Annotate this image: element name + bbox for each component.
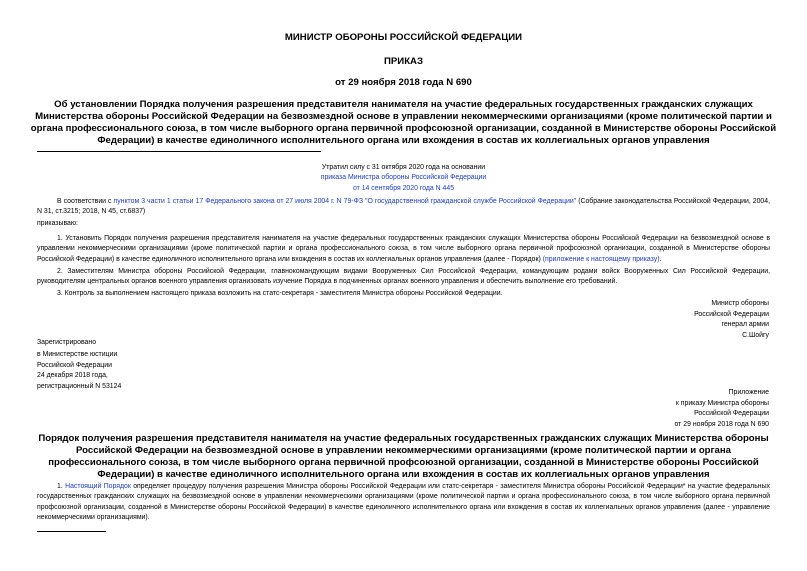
procedure-item-1-text: определяет процедуру получения разрешения Министра обороны Российской Федерации или статс-секретаря - заместителя Министра обороны Российской Федерации* на участие федеральных государственных гражданских служащих на безвозмездной основе в управлении некоммерческими организациями (кроме политической партии и органа профессионального союза, в том числе выборного органа первичной профсоюзной организации, созданной в Министерстве обороны Российской Федерации) в качестве единоличного исполнительного органа или вхождения в состав их коллегиальных органов управления (далее - управление некоммерческими организациями).: [37, 483, 770, 521]
law-link[interactable]: пунктом 3 части 1 статьи 17 Федерального закона от 27 июля 2004 г. N 79-ФЗ "О государственной гражданской службе Российской Федерации": [113, 198, 577, 205]
preamble-paragraph: [37, 197, 770, 218]
doc-title: Об установлении Порядка получения разрешения представителя нанимателя на участие федеральных государственных гражданских служащих Министерства обороны Российской Федерации на безвозмездной основе в управлении некоммерческими организациями (кроме политической партии и органа профессионального союза, в том числе выборного органа первичной профсоюзной организации, созданной в Министерстве обороны Российской Федерации) в качестве единоличного исполнительного органа или вхождения в состав их коллегиальных органов управления: [30, 99, 777, 146]
procedure-item-1-number: 1.: [57, 483, 66, 490]
doc-type: ПРИКАЗ: [384, 56, 423, 67]
procedure-link[interactable]: Настоящий Порядок: [65, 483, 131, 490]
signature-name: С.Шойгу: [742, 331, 769, 339]
order-word: приказываю:: [37, 220, 78, 227]
appendix-line: к приказу Министра обороны: [675, 399, 769, 407]
registration-line: 24 декабря 2018 года,: [37, 372, 108, 380]
footnote-separator: [37, 531, 106, 532]
item-1-end: .: [659, 255, 662, 263]
appendix-line: Приложение: [728, 389, 769, 396]
registration-line: в Министерстве юстиции: [37, 351, 118, 359]
procedure-item-1: [37, 482, 770, 523]
status-link-date[interactable]: от 14 сентября 2020 года N 445: [352, 184, 455, 192]
appendix-line: Российской Федерации: [694, 410, 769, 418]
signature-block: [694, 299, 769, 341]
item-1-text: 1. Установить Порядок получения разрешения представителя нанимателя на участие федеральных государственных гражданских служащих Министерства обороны Российской Федерации на безвозмездной основе в управлении некоммерческими организациями (кроме политической партии и органа профессионального союза, в том числе выборного органа первичной профсоюзной организации, созданной в Министерстве обороны Российской Федерации) в качестве единоличного исполнительного органа или вхождения в состав их коллегиальных органов управления (далее - Порядок): [37, 235, 770, 263]
doc-date-number: от 29 ноября 2018 года N 690: [335, 77, 472, 88]
item-3: 3. Контроль за выполнением настоящего приказа возложить на статс-секретаря - заместителя Министра обороны Российской Федерации.: [57, 290, 503, 297]
registration-line: Российской Федерации: [37, 361, 112, 369]
registration-line: Зарегистрировано: [37, 339, 97, 346]
item-1: [37, 234, 770, 265]
signature-line: генерал армии: [721, 321, 769, 329]
registration-line: регистрационный N 53124: [37, 382, 122, 390]
status-link-order[interactable]: приказа Министра обороны Российской Федерации: [320, 174, 487, 182]
item-2: 2. Заместителям Министра обороны Российской Федерации, главнокомандующим видами Вооруженных Сил Российской Федерации, командующим родами войск Вооруженных Сил Российской Федерации, руководителям центральных органов военного управления организовать изучение Порядка в подчиненных органах военного управления и обеспечить выполнение его требований.: [37, 268, 770, 286]
appendix-line: от 29 ноября 2018 года N 690: [674, 420, 769, 428]
signature-line: Российской Федерации: [694, 310, 769, 318]
separator-line: [37, 151, 321, 152]
org-heading: МИНИСТР ОБОРОНЫ РОССИЙСКОЙ ФЕДЕРАЦИИ: [284, 32, 523, 43]
preamble-source: (Собрание законодательства Российской Федерации, 2004, N 31, ст.3215; 2018, N 45, ст.6837): [37, 198, 770, 216]
appendix-link[interactable]: (приложение к настоящему приказу): [542, 255, 660, 263]
signature-line: Министр обороны: [711, 300, 769, 307]
registration-block: [37, 338, 121, 392]
procedure-title: Порядок получения разрешения представителя нанимателя на участие федеральных государственных гражданских служащих Министерства обороны Российской Федерации на безвозмездной основе в управлении некоммерческими организациями (кроме политической партии и органа профессионального союза, в том числе выборного органа первичной профсоюзной организации, созданной в Министерстве обороны Российской Федерации) в качестве единоличного исполнительного органа или вхождения в состав их коллегиальных органов управления: [38, 433, 769, 480]
status-note: [250, 163, 557, 194]
appendix-reference: [675, 388, 770, 430]
preamble-text: В соответствии с: [57, 198, 114, 205]
status-line: Утратил силу с 31 октября 2020 года на основании: [321, 164, 486, 171]
